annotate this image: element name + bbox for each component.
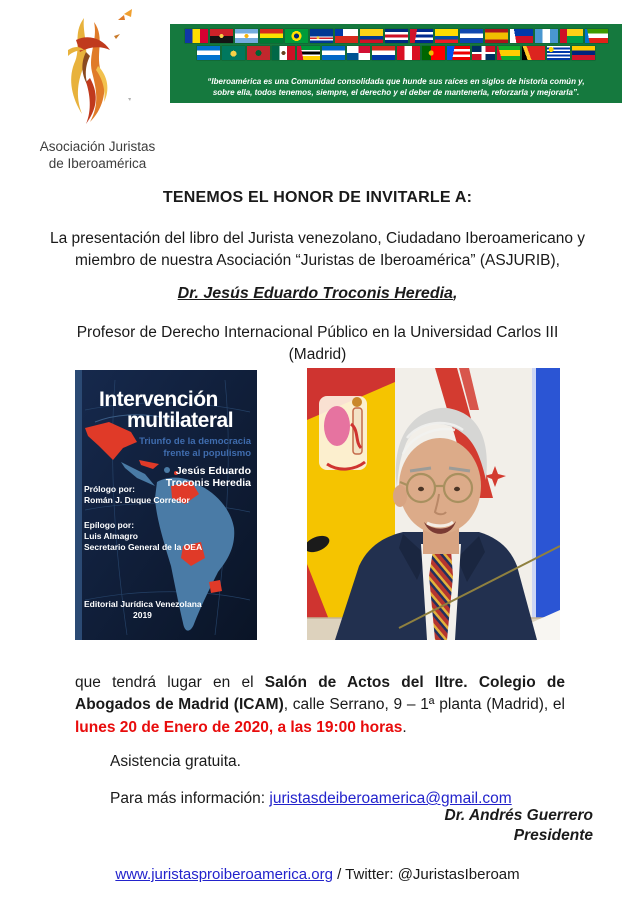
contact-email-link[interactable]: juristasdeiberoamerica@gmail.com xyxy=(269,790,512,807)
flag-ecuador xyxy=(435,29,458,43)
flag-costa-rica xyxy=(385,29,408,43)
footer-twitter: / Twitter: @JuristasIberoam xyxy=(332,866,520,883)
flag-chile xyxy=(335,29,358,43)
role-line1: Profesor de Derecho Internacional Público en la Universidad Carlos III xyxy=(76,324,559,341)
president-name: Dr. Andrés Guerrero xyxy=(444,807,593,824)
venue-pre: que tendrá lugar en el xyxy=(75,673,265,691)
flag-venezuela xyxy=(572,46,595,60)
book-prologue-label: Prólogo por: xyxy=(84,484,135,494)
butterfly-icon xyxy=(118,9,132,20)
flag-republica-dominicana xyxy=(472,46,495,60)
book-year: 2019 xyxy=(133,610,152,620)
banner-quote xyxy=(170,77,622,98)
invitation-heading: TENEMOS EL HONOR DE INVITARLE A: xyxy=(162,189,473,206)
book-spine xyxy=(75,370,82,640)
flag-bolivia xyxy=(260,29,283,43)
flag-puerto-rico xyxy=(447,46,470,60)
free-attendance-note: Asistencia gratuita. xyxy=(110,753,241,770)
map-hispaniola xyxy=(164,467,170,473)
flag-brasil xyxy=(285,29,308,43)
flag-timor-oriental xyxy=(522,46,545,60)
book-subtitle-line2: frente al populismo xyxy=(163,448,251,459)
flag-el-salvador xyxy=(460,29,483,43)
ribbon-shape xyxy=(68,18,131,124)
intro-paragraph xyxy=(0,228,635,272)
flag-marruecos xyxy=(247,46,270,60)
flag-guinea-ecuatorial xyxy=(585,29,608,43)
eu-flag xyxy=(532,368,560,640)
book-epilogue-author: Luis Almagro xyxy=(84,531,138,541)
org-name-line1: Asociación Juristas xyxy=(39,139,156,154)
president-title: Presidente xyxy=(513,827,593,844)
book-epilogue-label: Epílogo por: xyxy=(84,520,135,530)
book-author-line2: Troconis Heredia xyxy=(165,477,251,489)
book-title-line1: Intervención xyxy=(99,388,218,411)
venue-paragraph xyxy=(75,672,565,740)
flag-honduras xyxy=(197,46,220,60)
flag-row-1 xyxy=(170,29,622,43)
venue-end: . xyxy=(402,718,407,736)
ribbon-logo-graphic xyxy=(28,6,168,136)
speaker-photo-graphic xyxy=(307,368,560,640)
flag-colombia xyxy=(360,29,383,43)
flags-banner xyxy=(170,24,622,103)
book-epilogue-author-title: Secretario General de la OEA xyxy=(84,542,203,552)
intro-line2: miembro de nuestra Asociación “Juristas de Iberoamérica” (ASJURIB), xyxy=(75,252,560,269)
flag-paraguay xyxy=(372,46,395,60)
venue-location: Salón de Actos del Iltre. Colegio de Abogados de Madrid (ICAM) xyxy=(75,673,565,713)
book-title-line2: multilateral xyxy=(127,409,234,432)
more-info-label: Para más información: xyxy=(110,790,270,807)
flag-mozambique xyxy=(297,46,320,60)
book-cover-graphic xyxy=(75,370,257,640)
signature-block xyxy=(445,806,593,846)
flag-angola xyxy=(210,29,233,43)
flag-uruguay xyxy=(547,46,570,60)
honoree-suffix: , xyxy=(452,285,458,302)
flag-cuba xyxy=(410,29,433,43)
flag-andorra xyxy=(185,29,208,43)
flag-argentina xyxy=(235,29,258,43)
banner-quote-line2: sobre ella, todos tenemos, siempre, el derecho y el deber de mantenerla, reforzarla y mejorarla”. xyxy=(212,87,580,97)
eye-right xyxy=(454,487,460,491)
flag-cabo-verde xyxy=(310,29,333,43)
venue-datetime: lunes 20 de Enero de 2020, a las 19:00 horas xyxy=(75,718,403,736)
book-prologue-author: Román J. Duque Corredor xyxy=(84,495,190,505)
flag-panama xyxy=(347,46,370,60)
flag-mexico xyxy=(272,46,295,60)
website-link[interactable]: www.juristasproiberoamerica.org xyxy=(115,866,333,883)
flag-santo-tome-y-principe xyxy=(497,46,520,60)
book-author-line1: Jesús Eduardo xyxy=(175,465,251,477)
honoree-line xyxy=(0,285,635,303)
honoree-name: Dr. Jesús Eduardo Troconis Heredia xyxy=(177,285,453,302)
book-publisher: Editorial Jurídica Venezolana xyxy=(84,599,202,609)
map-uruguay xyxy=(209,580,222,593)
eye-left xyxy=(418,487,424,491)
honoree-role xyxy=(0,322,635,366)
org-name xyxy=(10,138,185,172)
banner-quote-line1: “Iberoamérica es una Comunidad consolidada que hunde sus raíces en siglos de historia común y, xyxy=(207,77,585,86)
flag-guinea-bissau xyxy=(560,29,583,43)
ear xyxy=(393,485,407,507)
book-subtitle-line1: Triunfo de la democracia xyxy=(139,436,251,447)
flag-filipinas xyxy=(510,29,533,43)
asjurib-logo xyxy=(28,6,168,136)
intro-line1: La presentación del libro del Jurista venezolano, Ciudadano Iberoamericano y xyxy=(49,230,586,247)
flag-nicaragua xyxy=(322,46,345,60)
book-cover-image xyxy=(75,370,257,640)
speaker-photo xyxy=(307,368,560,640)
flag-macau xyxy=(222,46,245,60)
venue-address: , calle Serrano, 9 – 1ª planta (Madrid), el xyxy=(283,696,565,713)
footer xyxy=(0,866,635,883)
flag-row-2 xyxy=(170,46,622,60)
role-line2: (Madrid) xyxy=(288,346,347,363)
flag-portugal xyxy=(422,46,445,60)
flag-guatemala xyxy=(535,29,558,43)
org-name-line2: de Iberoamérica xyxy=(48,156,147,171)
flag-espana xyxy=(485,29,508,43)
flag-peru xyxy=(397,46,420,60)
